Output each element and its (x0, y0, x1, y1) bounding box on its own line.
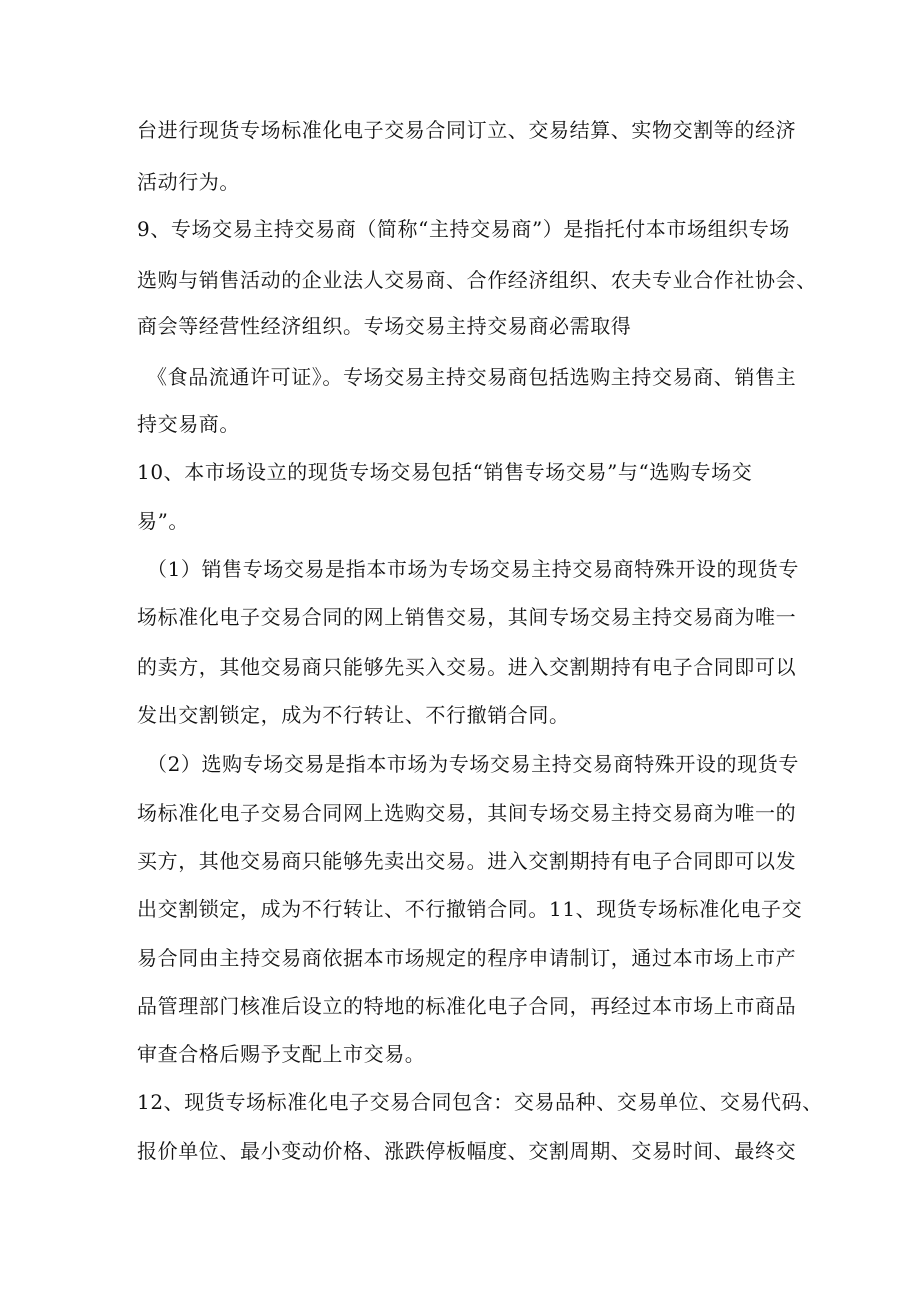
text-line: 的卖方，其他交易商只能够先买入交易。进入交割期持有电子合同即可以 (137, 655, 797, 679)
text-line: （2）选购专场交易是指本市场为专场交易主持交易商特殊开设的现货专 (147, 752, 799, 776)
text-line: 报价单位、最小变动价格、涨跌停板幅度、交割周期、交易时间、最终交 (137, 1139, 797, 1163)
text-line: 台进行现货专场标准化电子交易合同订立、交易结算、实物交割等的经济 (137, 118, 797, 142)
text-line: （1）销售专场交易是指本市场为专场交易主持交易商特殊开设的现货专 (147, 557, 799, 581)
text-line: 品管理部门核准后设立的特地的标准化电子合同，再经过本市场上市商品 (137, 994, 797, 1018)
text-line: 持交易商。 (137, 412, 240, 436)
text-line: 易合同由主持交易商依据本市场规定的程序申请制订，通过本市场上市产 (137, 946, 797, 970)
text-line: 审查合格后赐予支配上市交易。 (137, 1042, 426, 1066)
text-line: 买方，其他交易商只能够先卖出交易。进入交割期持有电子合同即可以发 (137, 849, 797, 873)
text-line: 12、现货专场标准化电子交易合同包含：交易品种、交易单位、交易代码、 (137, 1090, 823, 1114)
text-line: 《食品流通许可证》。专场交易主持交易商包括选购主持交易商、销售主 (147, 365, 797, 389)
text-line: 10、本市场设立的现货专场交易包括“销售专场交易”与“选购专场交 (137, 460, 753, 484)
text-line: 易”。 (137, 509, 190, 533)
text-line: 出交割锁定，成为不行转让、不行撤销合同。11、现货专场标准化电子交 (137, 897, 803, 921)
text-line: 场标准化电子交易合同网上选购交易，其间专场交易主持交易商为唯一的 (137, 801, 797, 825)
text-line: 商会等经营性经济组织。专场交易主持交易商必需取得 (137, 314, 632, 338)
text-line: 场标准化电子交易合同的网上销售交易，其间专场交易主持交易商为唯一 (137, 605, 797, 629)
text-line: 活动行为。 (137, 170, 240, 194)
text-line: 9、专场交易主持交易商（简称“主持交易商”）是指托付本市场组织专场 (137, 217, 790, 241)
text-line: 选购与销售活动的企业法人交易商、合作经济组织、农夫专业合作社协会、 (137, 268, 817, 292)
text-line: 发出交割锁定，成为不行转让、不行撤销合同。 (137, 703, 570, 727)
